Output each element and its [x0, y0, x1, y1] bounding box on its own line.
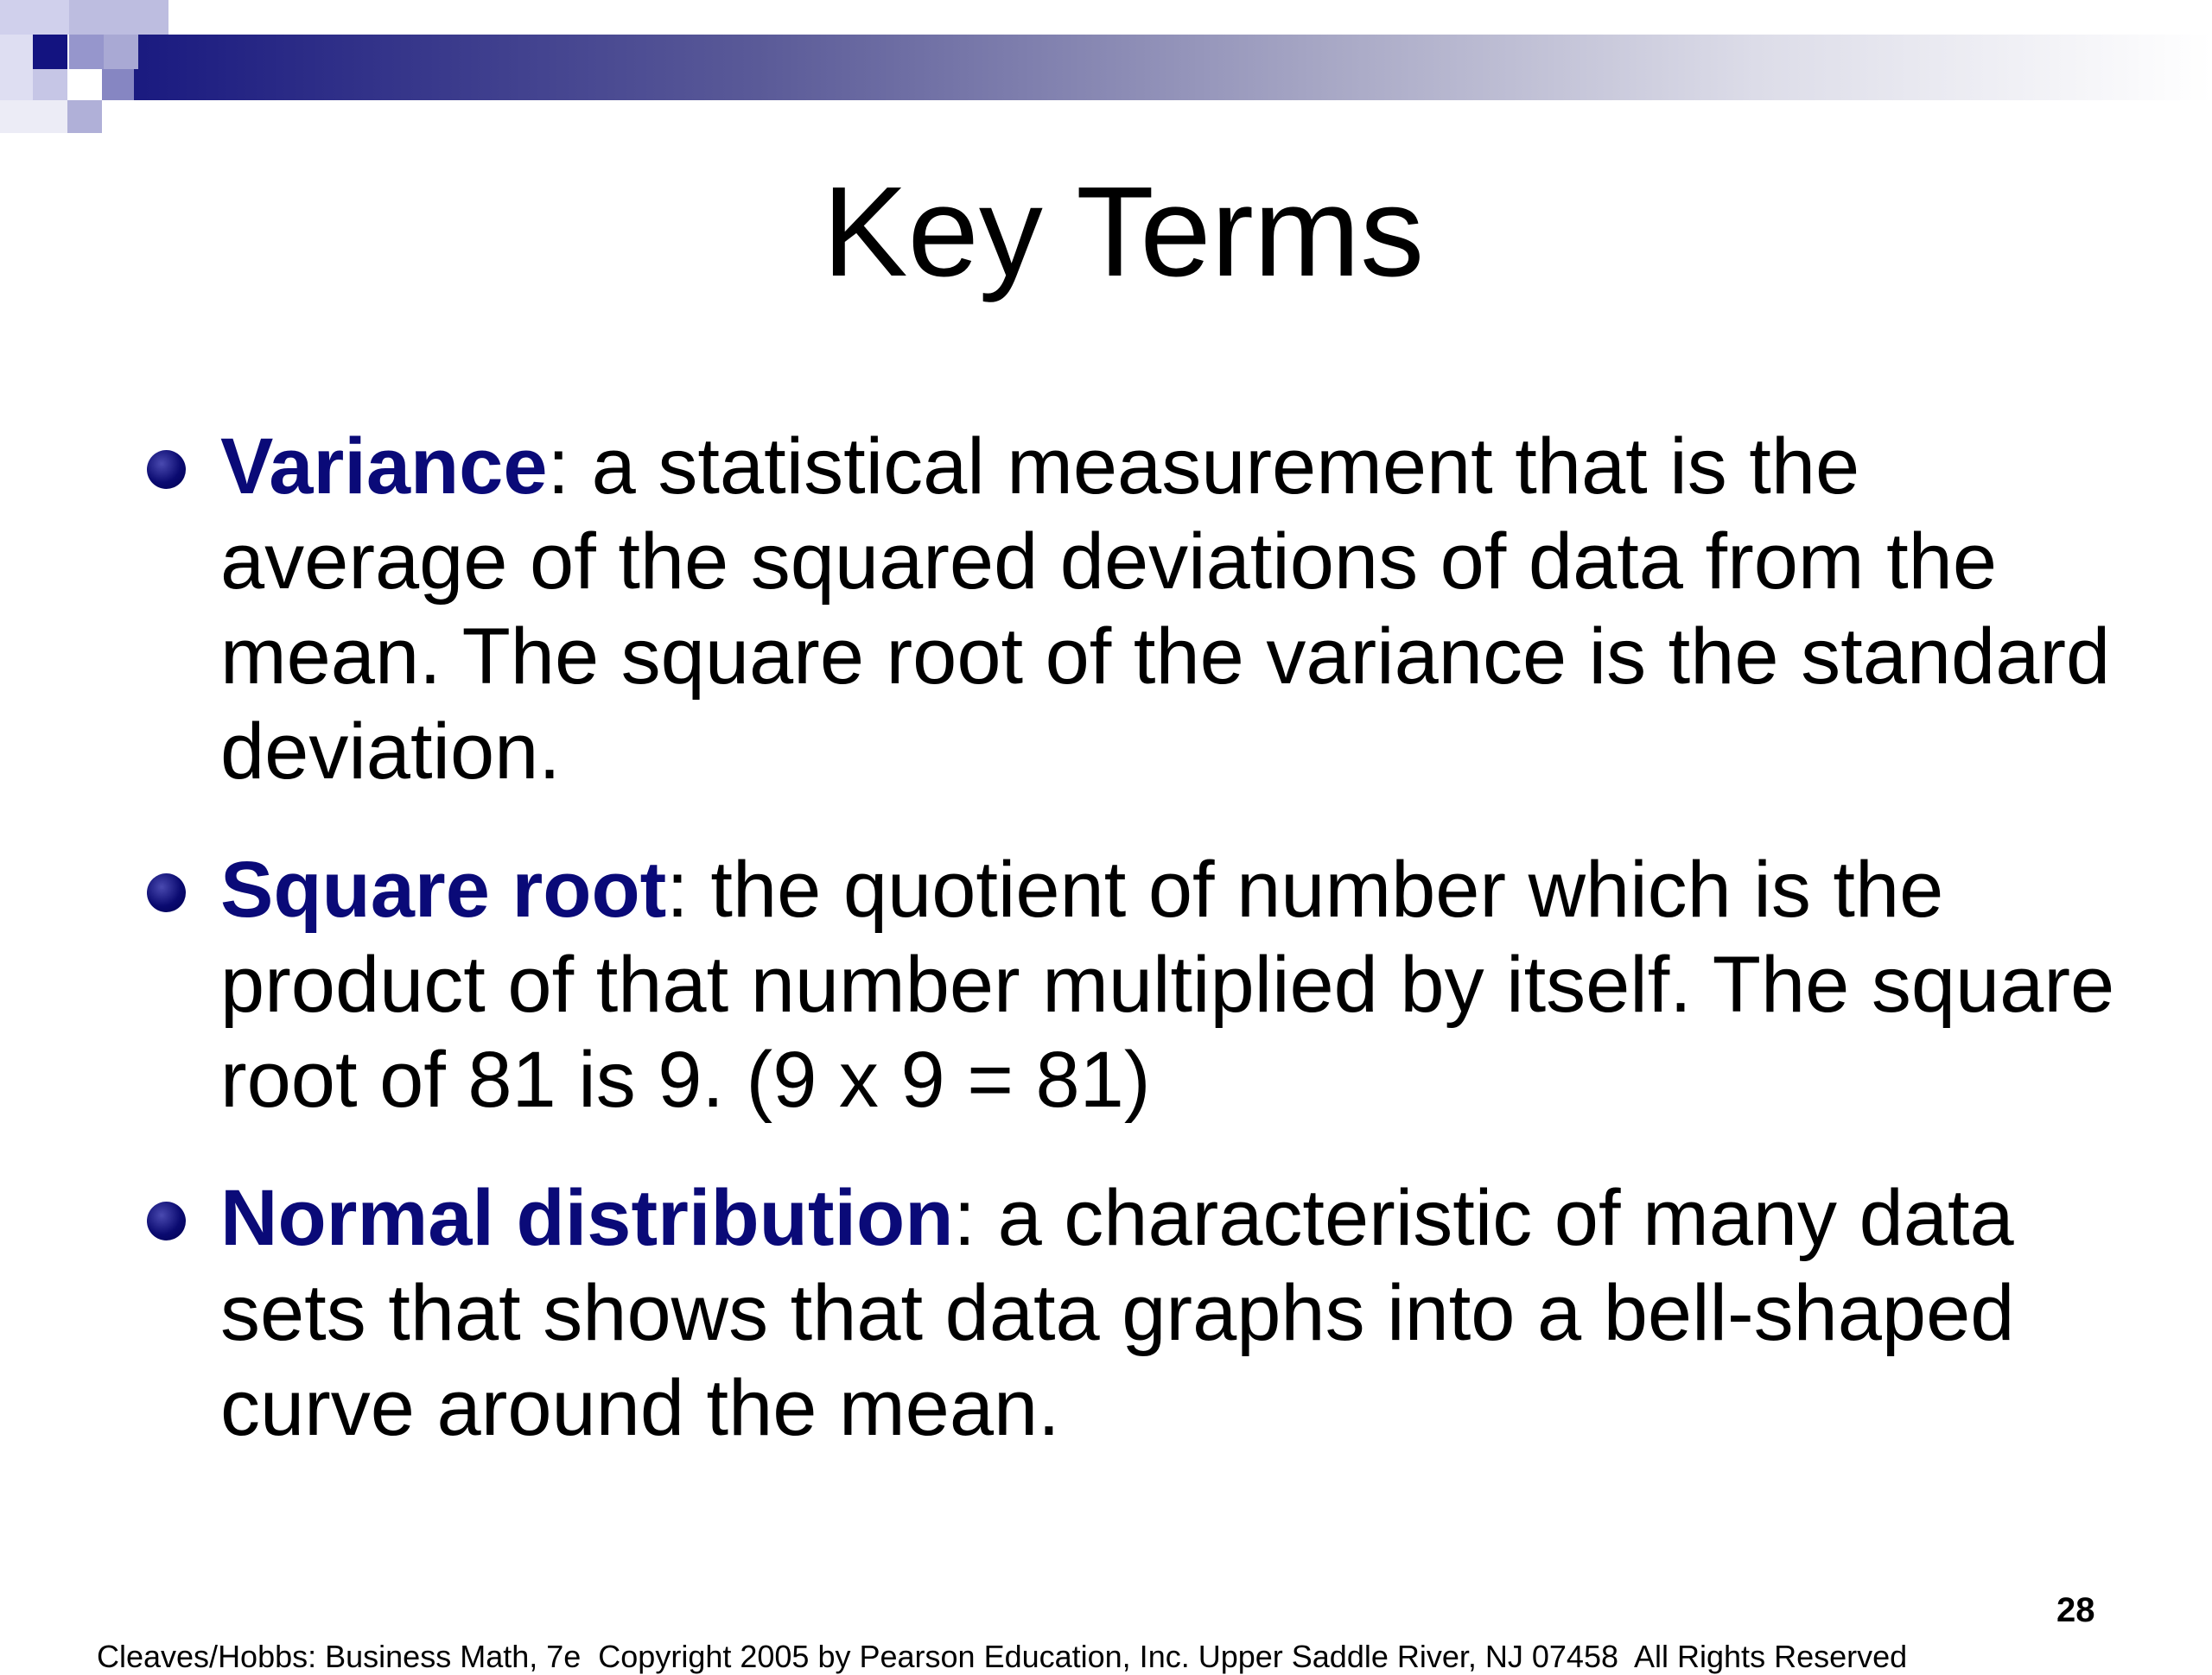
- decor-square: [0, 100, 67, 133]
- decor-square: [69, 35, 104, 69]
- decor-square: [102, 69, 134, 100]
- copyright-footer: Cleaves/Hobbs: Business Math, 7e Copyright 2005 by Pearson Education, Inc. Upper Saddle River, NJ 07458 All Rights Reserved: [97, 1639, 1908, 1674]
- key-terms-list: [147, 419, 2126, 1499]
- bullet-icon: [147, 450, 186, 489]
- decor-square: [0, 0, 69, 35]
- decor-square: [104, 35, 138, 69]
- decor-square: [69, 0, 168, 35]
- header-gradient-bar: [134, 35, 2212, 100]
- term-normal-distribution: [147, 1171, 2126, 1456]
- term-definition: : a statistical measurement that is the average of the squared deviations of data from the mean. The square root of the variance is the standard deviation.: [220, 422, 2111, 796]
- slide-title: Key Terms: [822, 161, 1425, 303]
- term-definition: : a characteristic of many data sets that shows that data graphs into a bell-shaped curve around the mean.: [220, 1174, 2015, 1452]
- decor-square: [33, 69, 67, 100]
- decor-square: [67, 100, 102, 133]
- bullet-icon: [147, 1202, 186, 1240]
- page-number: 28: [2056, 1591, 2095, 1629]
- term-variance: [147, 419, 2126, 799]
- bullet-icon: [147, 873, 186, 912]
- term-square-root: [147, 842, 2126, 1127]
- decor-square: [0, 35, 33, 100]
- term-name: Variance: [220, 422, 548, 511]
- term-definition: : the quotient of number which is the product of that number multiplied by itself. The square root of 81 is 9. (9 x 9 = 81): [220, 846, 2115, 1124]
- term-name: Square root: [220, 846, 667, 934]
- term-name: Normal distribution: [220, 1174, 954, 1262]
- decor-square: [69, 69, 102, 100]
- decor-square: [33, 35, 67, 69]
